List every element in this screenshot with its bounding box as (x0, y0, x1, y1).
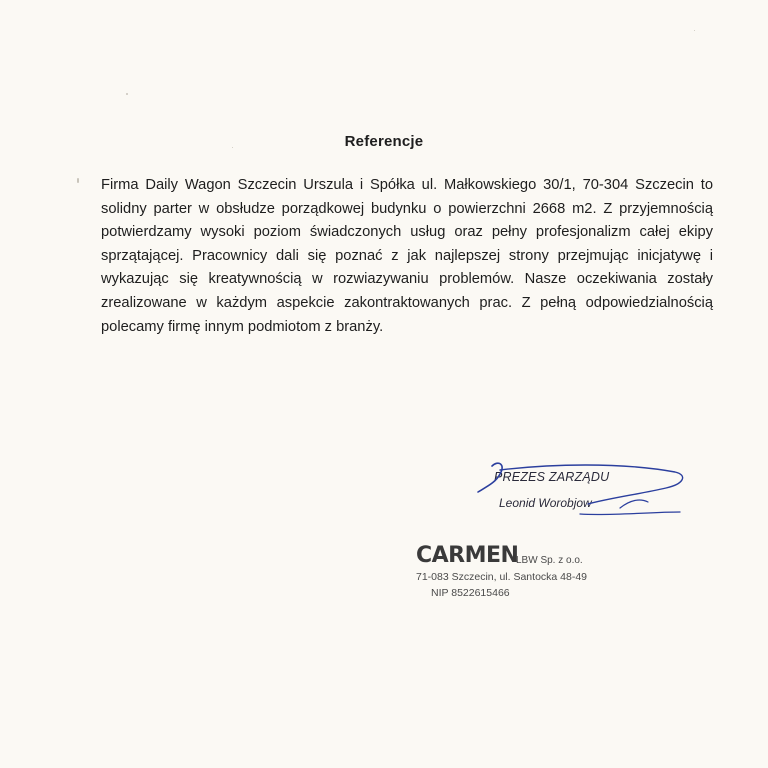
scan-speck (694, 30, 695, 31)
signature-title: PREZES ZARZĄDU (494, 470, 610, 484)
document-title: Referencje (344, 133, 424, 150)
stamp-logo: CARMEN (416, 543, 519, 568)
signature-name: Leonid Worobjow (499, 496, 592, 510)
company-stamp (410, 543, 610, 603)
signature-block (470, 458, 700, 528)
handwritten-signature-icon (470, 458, 700, 528)
stamp-company: LBW Sp. z o.o. (516, 555, 583, 566)
scan-speck (126, 93, 128, 95)
document-body: Firma Daily Wagon Szczecin Urszula i Spółka ul. Małkowskiego 30/1, 70-304 Szczecin to solidny parter w obsłudze porządkowej budynku o powierzchni 2668 m2. Z przyjemnością potwierdzamy wysoki poziom świadczonych usług oraz pełny profesjonalizm całej ekipy sprzątającej. Pracownicy dali się poznać z jak najlepszej strony przejmując inicjatywę i wykazując się kreatywnością w rozwiazywaniu problemów. Nasze oczekiwania zostały zrealizowane w każdym aspekcie zakontraktowanych prac. Z pełną odpowiedzialnością polecamy firmę innym podmiotom z branży. (101, 177, 713, 335)
stamp-address: 71-083 Szczecin, ul. Santocka 48-49 (416, 571, 588, 583)
stamp-nip: NIP 8522615466 (431, 587, 510, 599)
scan-speck (77, 178, 79, 183)
